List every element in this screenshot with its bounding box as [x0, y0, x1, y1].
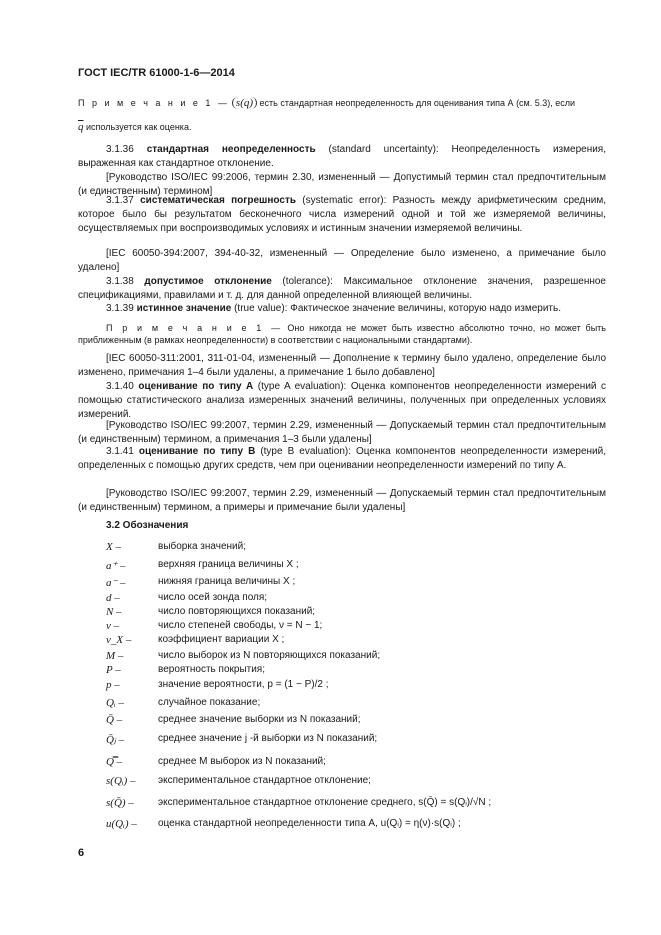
def-term: систематическая погрешность	[140, 195, 297, 206]
def-term: допустимое отклонение	[144, 276, 272, 287]
symbol-description: среднее M выборок из N показаний;	[158, 756, 326, 767]
def-number: 3.1.41	[106, 446, 134, 457]
symbol: u(Qᵢ) –	[106, 818, 137, 830]
def-text: (tolerance): Максимальное отклонение значения, разрешенное спецификациями, правилами и т. д. для данной определенной влияющей величины.	[78, 276, 606, 301]
note-2	[78, 322, 606, 346]
symbol: s(Qᵢ) –	[106, 775, 136, 787]
symbol: s(Q̄) –	[106, 797, 134, 809]
symbol-description: число осей зонда поля;	[158, 592, 268, 603]
symbol: v_X –	[106, 634, 132, 646]
symbol-description: среднее значение j -й выборки из N показаний;	[158, 733, 378, 744]
def-term: оценивание по типу В	[138, 446, 256, 457]
def-text: (type B evaluation): Оценка компонентов неопределенности измерений, определенных с помощью других средств, чем при оценивании неопределенности измерений по типу А.	[78, 446, 606, 471]
symbol-description: число повторяющихся показаний;	[158, 606, 316, 617]
symbol: Q̄ⱼ –	[106, 734, 125, 746]
source-3-1-37: [IEC 60050-394:2007, 394-40-32, измененный — Определение было изменено, а примечание было удалено]	[78, 248, 606, 273]
symbol-description: вероятность покрытия;	[158, 664, 265, 675]
symbol-description: экспериментальное стандартное отклонение;	[158, 775, 371, 786]
source-3-1-41: [Руководство ISO/IEC 99:2007, термин 2.29, измененный — Допускаемый термин стал предпочтительным (и единственным) термином, а примеры и примечание были удалены]	[78, 488, 606, 513]
section-heading: 3.2 Обозначения	[106, 520, 189, 531]
definition-3-1-40	[78, 380, 606, 422]
def-number: 3.1.39	[106, 303, 134, 314]
symbol: a⁻ –	[106, 577, 126, 589]
def-term: стандартная неопределенность	[146, 144, 316, 155]
definition-3-1-41	[78, 445, 606, 473]
def-text: (type A evaluation): Оценка компонентов неопределенности измерений с помощью статистического анализа измеренных значений величины, полученных при определенных условиях измерений.	[78, 381, 607, 420]
symbol-description: среднее значение выборки из N показаний;	[158, 714, 361, 725]
definition-3-1-38	[78, 275, 606, 303]
symbol-description: экспериментальное стандартное отклонение среднего, s(Q̄) = s(Qᵢ)/√N ;	[158, 797, 492, 808]
symbol: P –	[106, 664, 121, 676]
definition-3-1-37	[78, 194, 606, 236]
symbol-description: выборка значений;	[158, 541, 246, 552]
symbol: a⁺ –	[106, 560, 126, 572]
def-text: (true value): Фактическое значение величины, которую надо измерить.	[231, 303, 561, 314]
note-label: П р и м е ч а н и е 1 —	[78, 98, 230, 108]
source-3-1-40: [Руководство ISO/IEC 99:2007, термин 2.29, измененный — Допускаемый термин стал предпочтительным (и единственным) термином, а примечания 1–3 были удалены]	[78, 420, 606, 445]
q-bar-symbol: $\overline{q}$	[78, 121, 84, 133]
symbol: X –	[106, 541, 121, 553]
symbol-description: верхняя граница величины X ;	[158, 559, 299, 570]
def-term: оценивание по типу А	[138, 381, 254, 392]
source-3-1-39: [IEC 60050-311:2001, 311-01-04, измененный — Дополнение к термину было удалено, определение было изменено, примечания 1–4 были удалены, а примечание 1 было добавлено]	[78, 353, 606, 378]
symbol-description: случайное показание;	[158, 697, 261, 708]
def-text: (standard uncertainty): Неопределенность измерения, выраженная как стандартное отклонение.	[78, 144, 606, 169]
definition-3-1-39	[78, 302, 606, 316]
note-text-2: используется как оценка.	[86, 122, 192, 132]
symbol: Q̿ –	[106, 756, 123, 768]
symbol-description: коэффициент вариации X ;	[158, 634, 285, 645]
note-1-cont	[78, 121, 606, 133]
document-header: ГОСТ IEC/TR 61000-1-6—2014	[78, 67, 235, 79]
formula-text: s(q)	[235, 97, 254, 109]
symbol: Qᵢ –	[106, 697, 124, 709]
formula-s-q	[232, 97, 257, 109]
symbol: N –	[106, 606, 122, 618]
note-1	[78, 97, 606, 109]
symbol: Q̄ –	[106, 714, 123, 726]
note-label: П р и м е ч а н и е 1 —	[106, 323, 283, 333]
def-number: 3.1.38	[106, 276, 134, 287]
symbol-description: оценка стандартной неопределенности типа А, u(Qᵢ) = η(ν)·s(Qᵢ) ;	[158, 818, 461, 829]
symbol: p –	[106, 679, 120, 691]
note-text: есть стандартная неопределенность для оценивания типа А (см. 5.3), если	[259, 98, 576, 108]
def-number: 3.1.37	[106, 195, 134, 206]
symbol: M –	[106, 650, 124, 662]
symbol-description: нижняя граница величины X ;	[158, 576, 296, 587]
def-number: 3.1.36	[106, 144, 134, 155]
symbol: d –	[106, 592, 120, 604]
source-3-1-36: [Руководство ISO/IEC 99:2006, термин 2.30, измененный — Допустимый термин стал предпочтительным (и единственным) термином]	[78, 172, 606, 197]
def-term: истинное значение	[136, 303, 232, 314]
symbol-description: значение вероятности, p = (1 − P)/2 ;	[158, 679, 329, 690]
definition-3-1-36	[78, 143, 606, 171]
symbol-description: число степеней свободы, ν = N − 1;	[158, 620, 323, 631]
page-number: 6	[78, 847, 85, 859]
symbol: ν –	[106, 620, 120, 632]
symbol-description: число выборок из N повторяющихся показаний;	[158, 650, 381, 661]
def-number: 3.1.40	[106, 381, 134, 392]
note-text: Оно никогда не может быть известно абсолютно точно, но может быть приближенным (в рамках неопределенности) в соответствии с национальными стандартами).	[78, 323, 606, 345]
def-text: (systematic error): Разность между арифметическим средним, которое было бы результатом бесконечного числа измерений одной и той же измеряемой величины, осуществляемых при воспроизводимых условиях и истинным значении измеряемой величины.	[78, 195, 606, 234]
